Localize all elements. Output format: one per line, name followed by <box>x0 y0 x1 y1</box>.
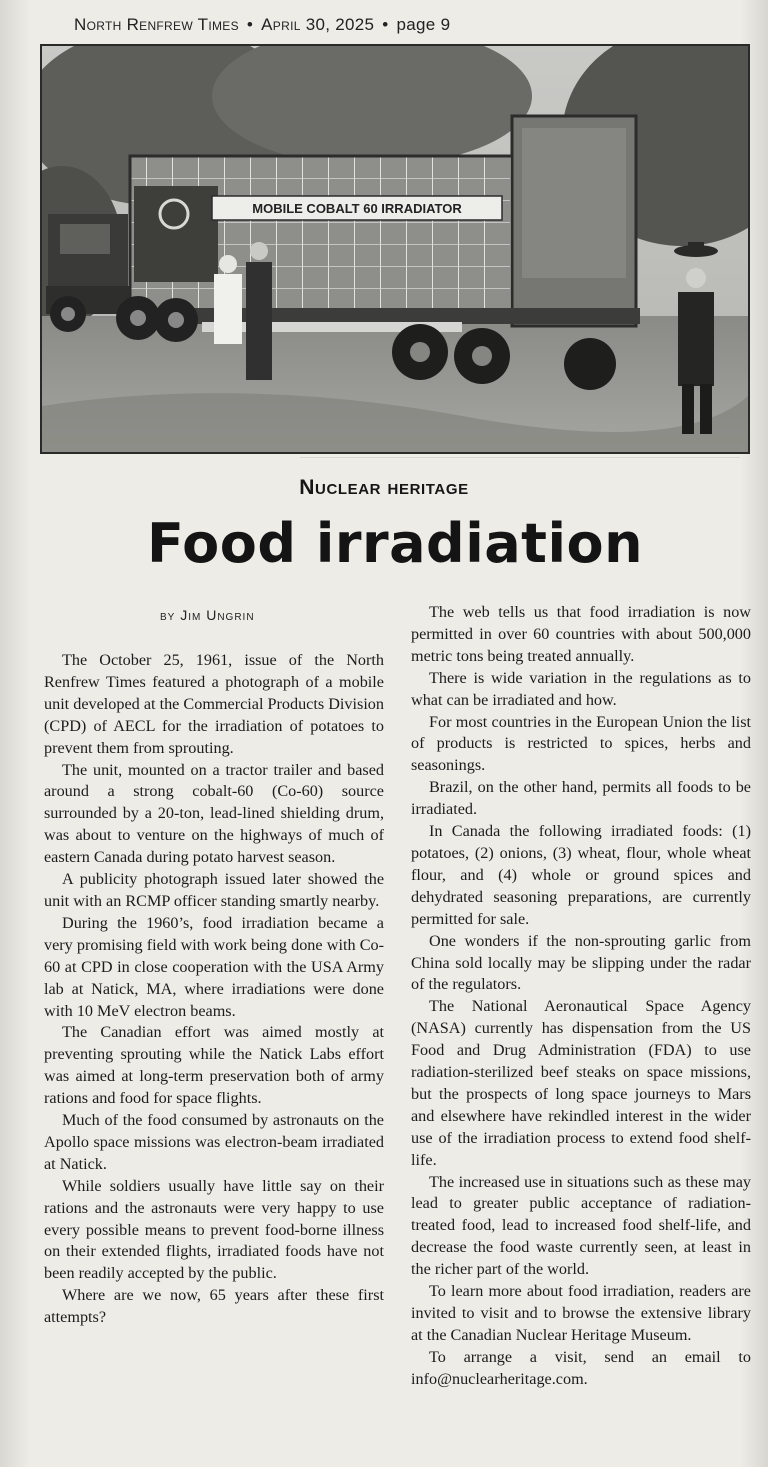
article-column-2 <box>411 602 751 1391</box>
page-folio <box>64 6 478 45</box>
article-column-1 <box>44 650 384 1329</box>
paragraph: The October 25, 1961, issue of the North Renfrew Times featured a photograph of a mobile unit developed at the Commercial Products Division (CPD) of AECL for the irradiation of potatoes to prevent them from sprouting. <box>44 651 384 757</box>
paragraph: The National Aeronautical Space Agency (NASA) currently has dispensation from the US Food and Drug Administration (FDA) to use radiation-sterilized beef steaks on space missions, but the prospects of long space journeys to Mars and elsewhere have rekindled interest in the wider use of the irradiation process to extend food shelf-life. <box>411 997 751 1169</box>
paragraph: The unit, mounted on a tractor trailer and based around a strong cobalt-60 (Co-60) source surrounded by a 20-ton, lead-lined shielding drum, was about to venture on the highways of much of eastern Canada during potato harvest season. <box>44 760 384 867</box>
paragraph: While soldiers usually have little say on their rations and the astronauts were very happy to use every possible means to prevent food-borne illness on their extended flights, irradiated foods have not been readily accepted by the public. <box>44 1176 384 1283</box>
archival-photo <box>40 44 750 454</box>
section-kicker: Nuclear heritage <box>299 476 469 499</box>
paragraph: A publicity photograph issued later showed the unit with an RCMP officer standing smartly nearby. <box>44 870 384 910</box>
paragraph: Brazil, on the other hand, permits all foods to be irradiated. <box>411 778 751 819</box>
paragraph: To learn more about food irradiation, readers are invited to visit and to browse the extensive library at the Canadian Nuclear Heritage Museum. <box>411 1282 751 1344</box>
paragraph: One wonders if the non-sprouting garlic from China sold locally may be slipping under the radar of the regulators. <box>411 931 751 994</box>
article-headline: Food irradiation <box>146 512 644 575</box>
paragraph: Where are we now, 65 years after these first attempts? <box>44 1286 384 1327</box>
trailer-sign-text: MOBILE COBALT 60 IRRADIATOR <box>252 201 462 216</box>
paragraph: In Canada the following irradiated foods: (1) potatoes, (2) onions, (3) wheat, flour, whole wheat flour, and (4) whole or ground spices and dehydrated seasoning preparations, are currently permitted for sale. <box>411 822 751 928</box>
paper-name: North Renfrew Times <box>74 15 239 34</box>
paragraph: Much of the food consumed by astronauts on the Apollo space missions was electron-beam irradiated at Natick. <box>44 1111 384 1173</box>
truck-photo-illustration <box>42 46 748 452</box>
paragraph: During the 1960’s, food irradiation became a very promising field with work being done with Co-60 at CPD in close cooperation with the USA Army lab at Natick, MA, where irradiations were done with 10 MeV electron beams. <box>44 913 384 1020</box>
folio-separator: • <box>382 15 389 34</box>
paragraph: The increased use in situations such as these may lead to greater public acceptance of radiation-treated food, lead to increased food shelf-life, and decrease the food waste currently seen, at least in the richer part of the world. <box>411 1172 751 1279</box>
paragraph: For most countries in the European Union the list of products is restricted to spices, herbs and seasonings. <box>411 712 751 775</box>
paragraph-contact-email: To arrange a visit, send an email to info@nuclearheritage.com. <box>411 1347 751 1388</box>
byline: by Jim Ungrin <box>160 607 255 623</box>
paragraph: There is wide variation in the regulations as to what can be irradiated and how. <box>411 668 751 709</box>
folio-separator: • <box>246 15 254 34</box>
page-number: page 9 <box>396 15 451 34</box>
issue-date: April 30, 2025 <box>261 15 375 34</box>
paragraph: The web tells us that food irradiation is now permitted in over 60 countries with about 500,000 metric tons being treated annually. <box>411 603 751 665</box>
paragraph: The Canadian effort was aimed mostly at preventing sprouting while the Natick Labs effort was aimed at long-term preservation both of army rations and food for space flights. <box>44 1023 384 1108</box>
